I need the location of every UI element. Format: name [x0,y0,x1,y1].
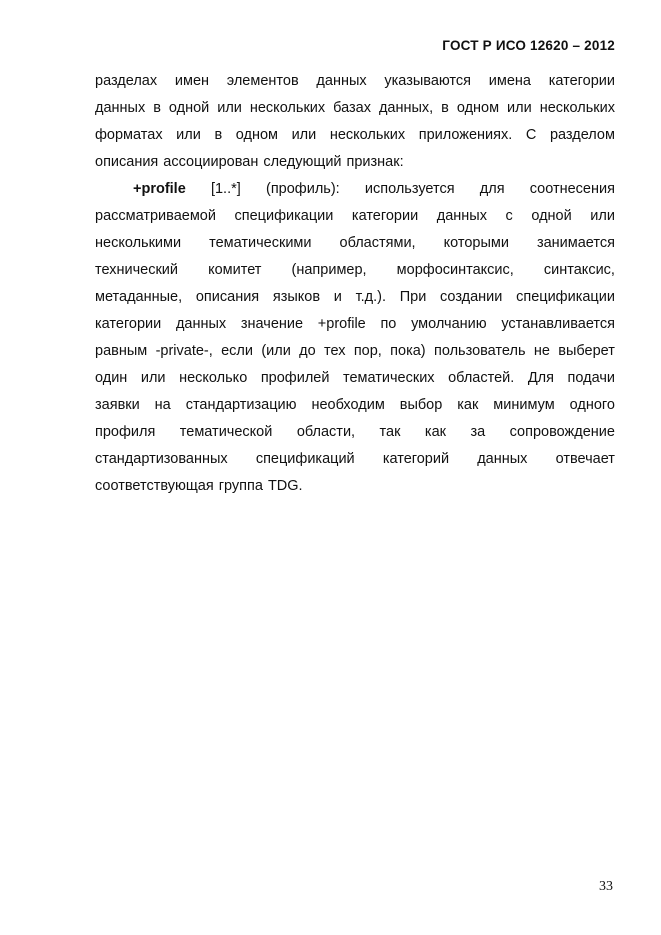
text-line [95,311,615,338]
word: данных [477,451,528,467]
word: данных [436,208,487,224]
word: имена [488,73,531,89]
word: и [333,289,342,305]
word: сопровождение [509,424,615,440]
text-line [95,473,615,500]
word: создании [440,289,503,305]
word: до [299,343,316,359]
word: или [590,208,615,224]
word: соотнесения [529,181,615,197]
word: синтаксис, [543,262,615,278]
text-line [95,68,615,95]
word: имен [174,73,210,89]
word: тематической [179,424,273,440]
text-line [95,419,615,446]
word: морфосинтаксис, [396,262,514,278]
word: одной [531,208,572,224]
word: пока) [390,343,426,359]
document-code-header: ГОСТ Р ИСО 12620 – 2012 [442,38,615,53]
text-line [95,122,615,149]
word: описания [195,289,260,305]
word: профиля [95,424,156,440]
word: как [457,397,479,413]
word: данных [95,100,146,116]
text-line [95,446,615,473]
word: несколько [179,370,248,386]
word: если [221,343,253,359]
word: так [379,424,401,440]
word: которыми [443,235,509,251]
word: указываются [384,73,472,89]
word: областей. [448,370,515,386]
word: или [291,127,317,143]
word: равным [95,343,148,359]
word: данных, [378,100,434,116]
word: категории [351,208,419,224]
word: С [525,127,537,143]
text-line [95,392,615,419]
word: (например, [291,262,367,278]
word: технический [95,262,178,278]
word: выберет [558,343,615,359]
word: тех [324,343,346,359]
word: занимается [536,235,615,251]
word: как [424,424,446,440]
word: категории [548,73,615,89]
word: заявки [95,397,140,413]
word: значение [240,316,304,332]
word: нескольких [329,127,406,143]
word: базах [333,100,371,116]
word: языков [272,289,321,305]
word: для [479,181,505,197]
word: TDG. [267,478,303,494]
word: пользователь [433,343,526,359]
word: умолчанию [411,316,487,332]
word: необходим [311,397,385,413]
word: комитет [208,262,262,278]
word: профилей [260,370,330,386]
word: форматах [95,127,163,143]
word: выбор [399,397,443,413]
text-line [95,149,615,176]
word: подачи [567,370,615,386]
word: или [507,100,532,116]
term-label: +profile [133,181,186,197]
word: соответствующая [95,478,214,494]
word: нескольких [539,100,615,116]
word: разделом [549,127,615,143]
word: -private-, [155,343,213,359]
word: категории [95,316,162,332]
word: группа [218,478,263,494]
word: несколькими [95,235,182,251]
word: +profile [317,316,366,332]
word: т.д.). [355,289,386,305]
word: пор, [353,343,382,359]
text-line [95,365,615,392]
word: спецификации [234,208,334,224]
word: Для [527,370,554,386]
text-line [95,230,615,257]
word: приложениях. [418,127,513,143]
word: или [217,100,242,116]
word: области, [296,424,356,440]
word: (профиль): [265,181,340,197]
word: одном [235,127,278,143]
word: с [505,208,513,224]
word: в [441,100,449,116]
word: следующий [263,154,342,170]
word: метаданные, [95,289,183,305]
word: отвечает [555,451,615,467]
word: (или [261,343,291,359]
word: не [533,343,550,359]
word: При [399,289,427,305]
text-line [95,95,615,122]
word: минимум [493,397,555,413]
word: областями, [339,235,416,251]
body-text [95,68,615,500]
word: тематическими [209,235,312,251]
word: признак: [346,154,404,170]
word: элементов [226,73,299,89]
page-number: 33 [599,879,613,894]
word: по [380,316,397,332]
word: или [176,127,201,143]
word: данных [316,73,367,89]
word: за [470,424,486,440]
word: нескольких [249,100,326,116]
word: в [214,127,223,143]
word: [1..*] [210,181,241,197]
word: рассматриваемой [95,208,216,224]
word: используется [364,181,455,197]
word: разделах [95,73,158,89]
word: одной [168,100,210,116]
text-line [95,176,615,203]
word: в [153,100,161,116]
word: данных [175,316,227,332]
word: категорий [382,451,450,467]
word: спецификации [516,289,615,305]
word: одном [456,100,500,116]
word: описания [95,154,159,170]
word: стандартизацию [185,397,297,413]
text-line [95,338,615,365]
word: устанавливается [501,316,615,332]
word: спецификаций [255,451,355,467]
text-line [95,203,615,230]
word: на [154,397,171,413]
word: стандартизованных [95,451,228,467]
word: или [140,370,166,386]
word: ассоциирован [163,154,259,170]
word: одного [569,397,615,413]
word: один [95,370,128,386]
text-line [95,257,615,284]
word: тематических [343,370,435,386]
text-line [95,284,615,311]
